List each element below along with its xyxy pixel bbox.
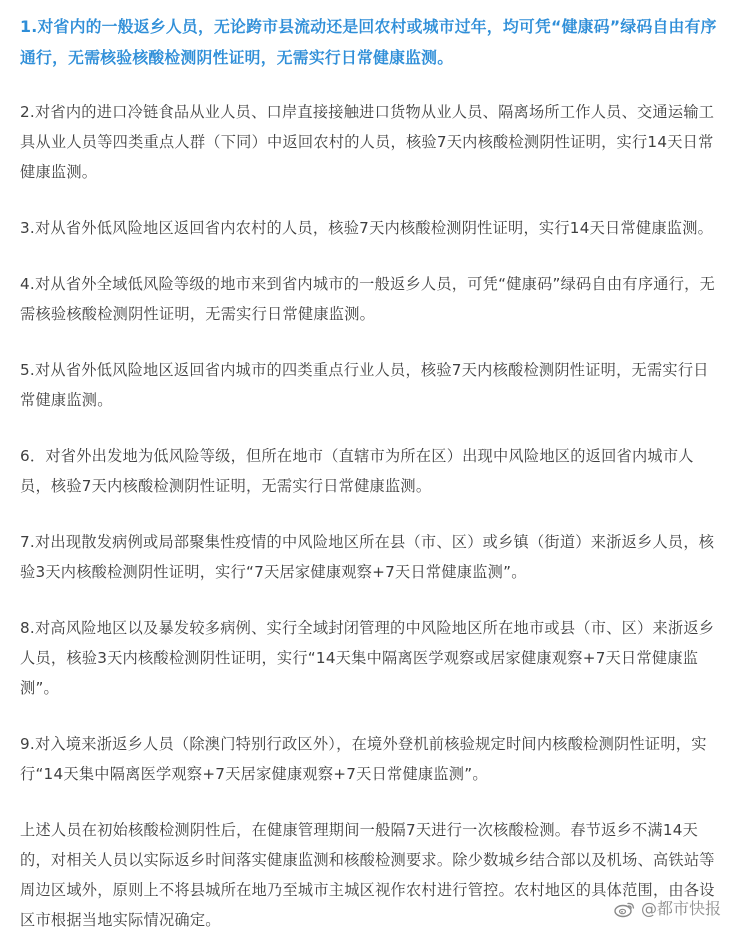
- paragraph-summary: 上述人员在初始核酸检测阴性后，在健康管理期间一般隔7天进行一次核酸检测。春节返乡不满14天的，对相关人员以实际返乡时间落实健康监测和核酸检测要求。除少数城乡结合部以及机场、高铁站等周边区域外，原则上不将县城所在地乃至城市主城区视作农村进行管控。农村地区的具体范围，由各设区市根据当地实际情况确定。: [20, 821, 715, 929]
- weibo-icon: [614, 900, 636, 918]
- paragraph-2: 2.对省内的进口冷链食品从业人员、口岸直接接触进口货物从业人员、隔离场所工作人员、交通运输工具从业人员等四类重点人群（下同）中返回农村的人员，核验7天内核酸检测阴性证明，实行14天日常健康监测。: [20, 103, 715, 181]
- paragraph-1: 1.对省内的一般返乡人员，无论跨市县流动还是回农村或城市过年，均可凭“健康码”绿码自由有序通行，无需核验核酸检测阴性证明，无需实行日常健康监测。: [20, 17, 717, 67]
- watermark-text: @都市快报: [640, 899, 721, 918]
- paragraph-7: 7.对出现散发病例或局部聚集性疫情的中风险地区所在县（市、区）或乡镇（街道）来浙返乡人员，核验3天内核酸检测阴性证明，实行“7天居家健康观察+7天日常健康监测”。: [20, 533, 715, 581]
- paragraph-6: 6．对省外出发地为低风险等级，但所在地市（直辖市为所在区）出现中风险地区的返回省内城市人员，核验7天内核酸检测阴性证明，无需实行日常健康监测。: [20, 447, 694, 495]
- paragraph-3: 3.对从省外低风险地区返回省内农村的人员，核验7天内核酸检测阴性证明，实行14天日常健康监测。: [20, 219, 714, 237]
- watermark: [614, 899, 721, 919]
- paragraph-5: 5.对从省外低风险地区返回省内城市的四类重点行业人员，核验7天内核酸检测阴性证明，无需实行日常健康监测。: [20, 361, 709, 409]
- paragraph-9: 9.对入境来浙返乡人员（除澳门特别行政区外），在境外登机前核验规定时间内核酸检测阴性证明，实行“14天集中隔离医学观察+7天居家健康观察+7天日常健康监测”。: [20, 735, 707, 783]
- paragraph-8: 8.对高风险地区以及暴发较多病例、实行全域封闭管理的中风险地区所在地市或县（市、区）来浙返乡人员，核验3天内核酸检测阴性证明，实行“14天集中隔离医学观察或居家健康观察+7天日常健康监测”。: [20, 619, 715, 697]
- paragraph-4: 4.对从省外全域低风险等级的地市来到省内城市的一般返乡人员，可凭“健康码”绿码自由有序通行，无需核验核酸检测阴性证明，无需实行日常健康监测。: [20, 275, 716, 323]
